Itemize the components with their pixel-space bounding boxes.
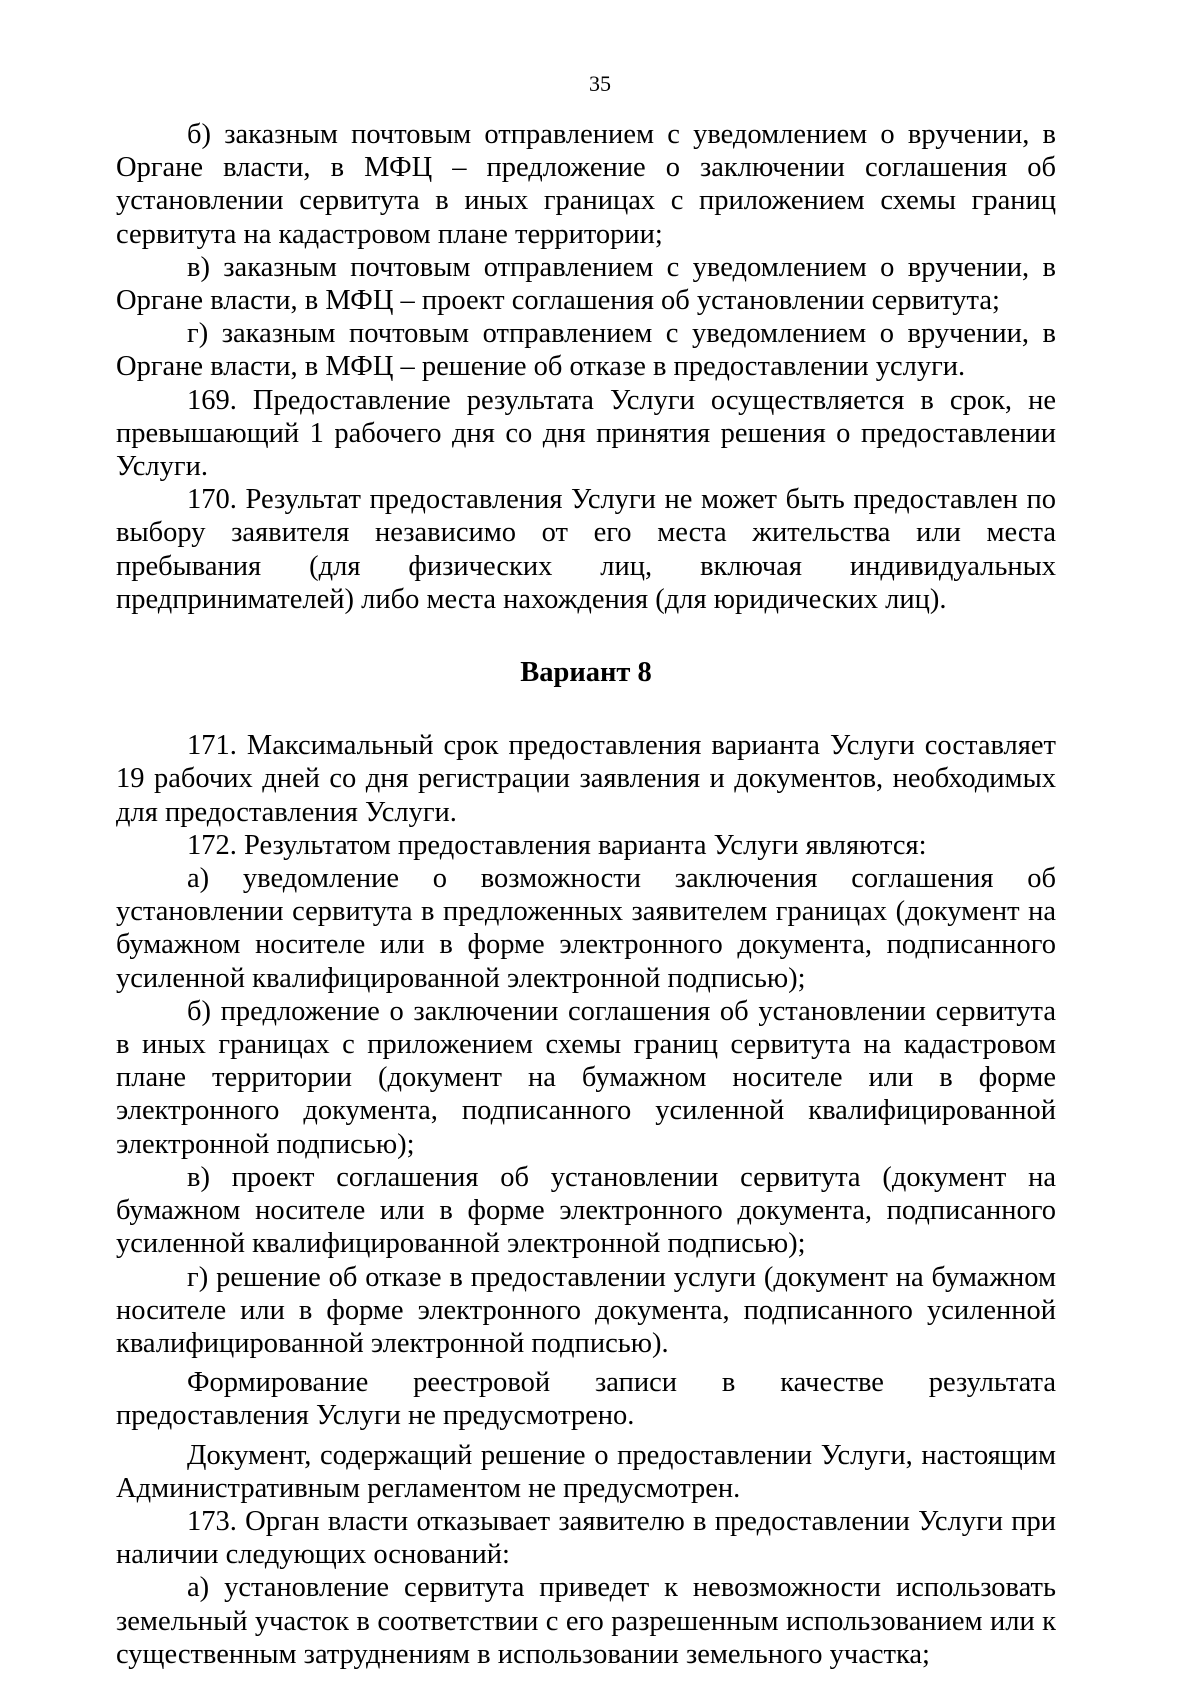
paragraph-g-delivery: г) заказным почтовым отправлением с уведомлением о вручении, в Органе власти, в МФЦ – решение об отказе в предоставлении услуги. — [116, 318, 1056, 383]
paragraph-b-delivery: б) заказным почтовым отправлением с уведомлением о вручении, в Органе власти, в МФЦ – предложение о заключении соглашения об установлении сервитута в иных границах с приложением схемы границ сервитута на кадастровом плане территории; — [116, 119, 1056, 250]
paragraph-172-g: г) решение об отказе в предоставлении услуги (документ на бумажном носителе или в форме электронного документа, подписанного усиленной квалифицированной электронной подписью). — [116, 1261, 1056, 1359]
document-body — [116, 118, 1056, 1671]
paragraph-v-delivery: в) заказным почтовым отправлением с уведомлением о вручении, в Органе власти, в МФЦ – проект соглашения об установлении сервитута; — [116, 251, 1056, 317]
paragraph-172-b: б) предложение о заключении соглашения об установлении сервитута в иных границах с приложением схемы границ сервитута на кадастровом плане территории (документ на бумажном носителе или в форме электронного документа, подписанного усиленной квалифицированной электронной подписью); — [116, 995, 1056, 1160]
paragraph-170: 170. Результат предоставления Услуги не может быть предоставлен по выбору заявителя независимо от его места жительства или места пребывания (для физических лиц, включая индивидуальных предпринимателей) либо места нахождения (для юридических лиц). — [116, 484, 1056, 615]
paragraph-172: 172. Результатом предоставления варианта Услуги являются: — [187, 829, 927, 861]
paragraph-169: 169. Предоставление результата Услуги осуществляется в срок, не превышающий 1 рабочего дня со дня принятия решения о предоставлении Услуги. — [116, 384, 1056, 483]
paragraph-172-v: в) проект соглашения об установлении сервитута (документ на бумажном носителе или в форме электронного документа, подписанного усиленной квалифицированной электронной подписью); — [116, 1161, 1056, 1260]
paragraph-172-a: а) уведомление о возможности заключения соглашения об установлении сервитута в предложенных заявителем границах (документ на бумажном носителе или в форме электронного документа, подписанного усиленной квалифицированной электронной подписью); — [116, 863, 1056, 994]
page-number: 35 — [589, 71, 611, 96]
section-heading: Вариант 8 — [520, 657, 652, 689]
paragraph-decision-document: Документ, содержащий решение о предоставлении Услуги, настоящим Административным регламентом не предусмотрен. — [116, 1439, 1056, 1504]
paragraph-173: 173. Орган власти отказывает заявителю в предоставлении Услуги при наличии следующих оснований: — [116, 1505, 1056, 1571]
paragraph-173-a: а) установление сервитута приведет к невозможности использовать земельный участок в соответствии с его разрешенным использованием или к существенным затруднениям в использовании земельного участка; — [116, 1572, 1056, 1670]
paragraph-171: 171. Максимальный срок предоставления варианта Услуги составляет 19 рабочих дней со дня регистрации заявления и документов, необходимых для предоставления Услуги. — [116, 730, 1056, 828]
paragraph-registry-record: Формирование реестровой записи в качестве результата предоставления Услуги не предусмотрено. — [116, 1367, 1056, 1432]
